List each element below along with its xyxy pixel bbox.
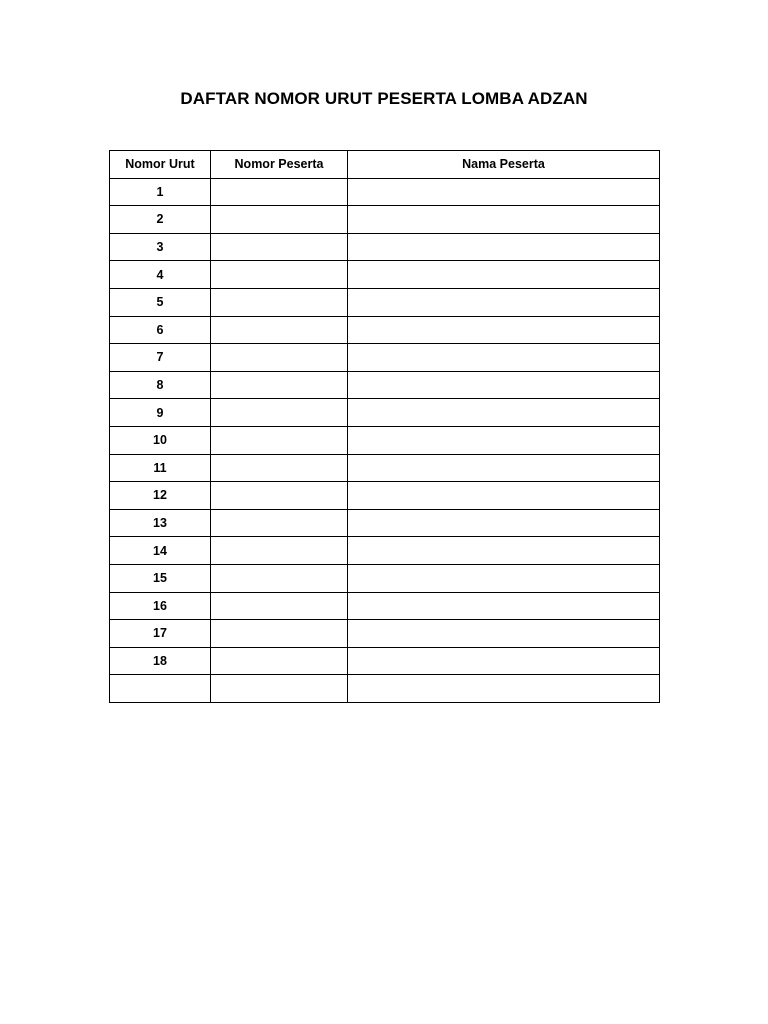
cell-nomor-peserta xyxy=(211,675,348,703)
table-row xyxy=(110,592,660,620)
table-row xyxy=(110,647,660,675)
cell-nomor-peserta xyxy=(211,426,348,454)
table-row xyxy=(110,288,660,316)
cell-nomor-peserta xyxy=(211,482,348,510)
cell-nama-peserta xyxy=(348,316,660,344)
cell-nomor-urut: 17 xyxy=(110,620,211,648)
table-header-row xyxy=(110,151,660,179)
cell-nama-peserta xyxy=(348,288,660,316)
table-row xyxy=(110,261,660,289)
cell-nomor-peserta xyxy=(211,620,348,648)
cell-nama-peserta xyxy=(348,592,660,620)
cell-nomor-urut: 15 xyxy=(110,564,211,592)
table-row xyxy=(110,482,660,510)
cell-nama-peserta xyxy=(348,344,660,372)
table-row xyxy=(110,399,660,427)
cell-nama-peserta xyxy=(348,537,660,565)
cell-nomor-peserta xyxy=(211,233,348,261)
header-nomor-urut: Nomor Urut xyxy=(110,151,211,179)
cell-nomor-peserta xyxy=(211,261,348,289)
cell-nama-peserta xyxy=(348,261,660,289)
cell-nomor-urut: 3 xyxy=(110,233,211,261)
cell-nomor-urut: 4 xyxy=(110,261,211,289)
table-row xyxy=(110,675,660,703)
table-row xyxy=(110,316,660,344)
table-row xyxy=(110,344,660,372)
cell-nomor-peserta xyxy=(211,592,348,620)
cell-nomor-urut: 9 xyxy=(110,399,211,427)
table-row xyxy=(110,206,660,234)
cell-nomor-urut: 11 xyxy=(110,454,211,482)
cell-nomor-peserta xyxy=(211,537,348,565)
cell-nomor-peserta xyxy=(211,178,348,206)
table-row xyxy=(110,426,660,454)
table-row xyxy=(110,620,660,648)
cell-nomor-urut: 16 xyxy=(110,592,211,620)
cell-nomor-peserta xyxy=(211,288,348,316)
cell-nomor-urut xyxy=(110,675,211,703)
cell-nomor-peserta xyxy=(211,564,348,592)
cell-nama-peserta xyxy=(348,233,660,261)
table-row xyxy=(110,454,660,482)
page-title: DAFTAR NOMOR URUT PESERTA LOMBA ADZAN xyxy=(180,89,588,108)
table-body xyxy=(110,178,660,702)
cell-nama-peserta xyxy=(348,564,660,592)
cell-nomor-peserta xyxy=(211,371,348,399)
table-row xyxy=(110,233,660,261)
cell-nomor-peserta xyxy=(211,454,348,482)
table-row xyxy=(110,537,660,565)
cell-nama-peserta xyxy=(348,206,660,234)
table-row xyxy=(110,178,660,206)
cell-nomor-peserta xyxy=(211,316,348,344)
table-row xyxy=(110,509,660,537)
cell-nama-peserta xyxy=(348,509,660,537)
cell-nama-peserta xyxy=(348,482,660,510)
cell-nama-peserta xyxy=(348,675,660,703)
cell-nama-peserta xyxy=(348,454,660,482)
cell-nomor-peserta xyxy=(211,509,348,537)
table-row xyxy=(110,564,660,592)
cell-nomor-urut: 14 xyxy=(110,537,211,565)
header-nama-peserta: Nama Peserta xyxy=(348,151,660,179)
cell-nomor-urut: 18 xyxy=(110,647,211,675)
cell-nomor-urut: 2 xyxy=(110,206,211,234)
cell-nomor-peserta xyxy=(211,344,348,372)
cell-nomor-urut: 12 xyxy=(110,482,211,510)
cell-nomor-urut: 13 xyxy=(110,509,211,537)
cell-nama-peserta xyxy=(348,399,660,427)
cell-nomor-urut: 7 xyxy=(110,344,211,372)
table-row xyxy=(110,371,660,399)
cell-nomor-peserta xyxy=(211,399,348,427)
cell-nomor-urut: 5 xyxy=(110,288,211,316)
cell-nama-peserta xyxy=(348,178,660,206)
cell-nomor-peserta xyxy=(211,647,348,675)
cell-nama-peserta xyxy=(348,426,660,454)
participant-order-table xyxy=(109,150,660,703)
cell-nama-peserta xyxy=(348,371,660,399)
header-nomor-peserta: Nomor Peserta xyxy=(211,151,348,179)
cell-nomor-urut: 8 xyxy=(110,371,211,399)
cell-nomor-urut: 6 xyxy=(110,316,211,344)
cell-nama-peserta xyxy=(348,620,660,648)
cell-nama-peserta xyxy=(348,647,660,675)
cell-nomor-peserta xyxy=(211,206,348,234)
cell-nomor-urut: 10 xyxy=(110,426,211,454)
cell-nomor-urut: 1 xyxy=(110,178,211,206)
